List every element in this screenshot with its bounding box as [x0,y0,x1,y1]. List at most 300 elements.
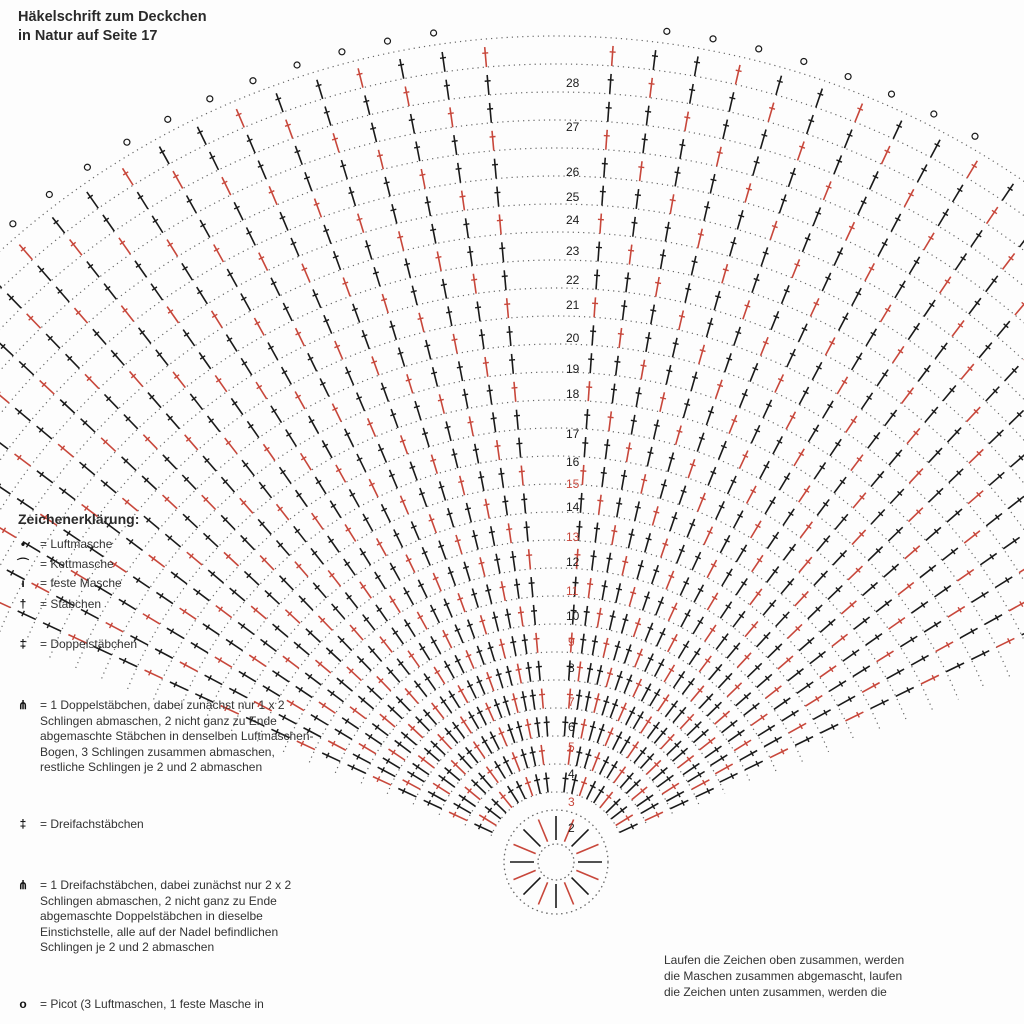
stitch-mark [744,703,760,715]
stitch-crossbar [681,490,687,492]
stitch-crossbar [475,307,481,308]
stitch-mark [799,638,814,651]
stitch-mark [661,539,668,558]
picot [124,139,130,145]
stitch-mark [909,257,919,274]
stitch-mark [453,449,458,468]
stitch-mark [865,263,874,281]
stitch-mark [383,758,400,768]
stitch-mark [451,760,465,774]
slip-stitch-icon: ⌒ [16,557,29,571]
stitch-crossbar [690,464,696,466]
stitch-mark [369,479,378,497]
stitch-mark [877,370,888,387]
stitch-mark [1015,300,1024,315]
stitch-mark [431,605,440,623]
stitch-crossbar [635,623,641,625]
stitch-mark [614,767,626,783]
stitch-crossbar [431,372,437,373]
stitch-mark [891,214,900,232]
stitch-mark [337,678,352,691]
picot [664,28,670,34]
stitch-mark [221,477,234,492]
stitch-mark [832,634,848,646]
stitch-crossbar [729,97,735,98]
stitch-mark [349,489,359,506]
stitch-mark [123,168,134,185]
stitch-crossbar [516,443,522,444]
stitch-mark [814,571,828,586]
stitch-mark [788,624,802,638]
stitch-crossbar [357,73,363,74]
stitch-mark [989,472,1004,485]
stitch-crossbar [604,445,610,446]
stitch-mark [771,311,778,330]
stitch-mark [691,256,695,275]
stitch-crossbar [384,182,390,183]
stitch-mark [104,284,116,300]
stitch-mark [413,763,429,774]
stitch-crossbar [390,414,396,416]
chain-arc [0,92,1024,574]
stitch-mark [743,300,750,319]
stitch-mark [707,702,721,716]
stitch-mark [183,330,194,346]
stitch-crossbar [468,422,474,423]
round-number: 3 [568,795,575,809]
stitch-mark [443,279,447,299]
stitch-mark [624,675,631,694]
stitch-crossbar [708,411,714,413]
double-crochet-icon: † [19,597,27,611]
stitch-mark [183,514,198,528]
stitch-mark [485,807,501,819]
stitch-mark [666,701,678,717]
stitch-mark [487,672,494,691]
stitch-mark [283,303,292,321]
stitch-mark [767,644,781,658]
stitch-mark [607,761,617,778]
note-line-1: Laufen die Zeichen oben zusammen, werden [664,953,905,967]
centre-stitch [576,844,598,853]
stitch-mark [668,453,674,472]
stitch-mark [203,456,216,471]
stitch-crossbar [525,782,531,784]
stitch-mark [401,435,408,454]
stitch-mark [665,222,668,242]
stitch-mark [934,586,950,597]
stitch-crossbar [611,389,617,390]
stitch-crossbar [448,113,454,114]
stitch-mark [0,274,2,288]
stitch-mark [458,754,471,769]
stitch-mark [917,164,926,182]
stitch-mark [722,569,732,586]
stitch-crossbar [324,111,330,113]
stitch-crossbar [715,296,721,298]
stitch-crossbar [746,188,752,190]
stitch-mark [895,281,905,298]
stitch-mark [350,625,363,640]
stitch-mark [534,605,536,625]
stitch-mark [654,420,658,439]
stitch-mark [417,612,427,629]
stitch-crossbar [597,500,603,501]
stitch-mark [646,760,660,774]
stitch-crossbar [818,93,824,95]
stitch-mark [411,521,419,539]
stitch-mark [868,432,880,448]
stitch-mark [315,477,326,494]
cluster-treble-icon: ⋔ [17,698,29,712]
stitch-mark [167,240,178,257]
stitch-mark [997,321,1010,336]
stitch-mark [512,551,515,571]
stitch-crossbar [580,639,586,640]
stitch-mark [653,50,655,70]
stitch-mark [924,300,935,317]
stitch-mark [600,214,601,234]
stitch-crossbar [799,146,805,148]
stitch-mark [490,103,492,123]
stitch-mark [143,435,157,449]
stitch-mark [705,746,721,757]
stitch-crossbar [607,558,613,559]
stitch-mark [345,429,354,447]
stitch-mark [15,408,30,421]
stitch-crossbar [711,179,717,180]
stitch-mark [173,372,185,388]
stitch-mark [961,364,974,379]
stitch-mark [862,683,879,693]
stitch-crossbar [499,644,505,645]
stitch-mark [767,567,779,583]
stitch-mark [167,307,178,323]
stitch-mark [70,239,82,255]
stitch-mark [679,311,683,330]
stitch-mark [66,354,80,368]
stitch-mark [1010,454,1024,467]
stitch-mark [852,288,861,306]
stitch-mark [987,207,998,224]
stitch-crossbar [457,598,463,600]
stitch-mark [454,135,457,155]
stitch-mark [795,737,813,746]
stitch-mark [925,407,938,422]
stitch-mark [943,386,956,401]
stitch-mark [682,678,694,694]
stitch-mark [242,460,254,476]
stitch-crossbar [479,335,485,336]
stitch-crossbar [332,138,338,140]
stitch-mark [247,227,256,245]
stitch-mark [787,349,795,367]
stitch-mark [374,267,380,286]
stitch-mark [273,624,288,637]
stitch-mark [163,455,177,469]
stitch-mark [788,168,795,187]
stitch-mark [148,393,161,408]
stitch-mark [592,325,593,345]
stitch-mark [455,625,463,643]
stitch-mark [898,582,914,594]
stitch-mark [733,511,742,529]
stitch-mark [144,516,159,529]
stitch-mark [499,792,512,808]
stitch-crossbar [672,517,678,519]
stitch-crossbar [514,584,520,585]
stitch-mark [170,682,188,690]
stitch-mark [348,765,366,773]
stitch-mark [537,717,540,737]
stitch-mark [616,583,620,602]
stitch-mark [458,163,461,183]
stitch-mark [871,700,889,709]
stitch-mark [800,522,812,538]
stitch-mark [823,181,830,200]
stitch-mark [378,767,396,776]
stitch-mark [661,734,675,749]
stitch-crossbar [398,352,404,354]
stitch-mark [813,207,820,226]
stitch-crossbar [472,535,478,536]
round-number: 24 [566,213,580,227]
stitch-mark [459,795,475,806]
stitch-mark [46,334,60,348]
chain-arc [283,568,828,752]
stitch-mark [0,483,10,494]
stitch-mark [636,387,639,407]
stitch-crossbar [653,570,659,572]
stitch-mark [752,274,759,293]
stitch-crossbar [490,137,496,138]
stitch-mark [400,496,408,514]
stitch-mark [816,89,823,108]
stitch-crossbar [447,513,453,515]
stitch-crossbar [685,288,691,289]
stitch-mark [480,471,484,491]
stitch-crossbar [429,519,435,521]
legend-item-cluster-treble: ⋔ = 1 Doppelstäbchen, dabei zunächst nur 1 x 2 Schlingen abmaschen, 2 nicht ganz zu Ende abgemaschte Stäbchen in denselben Luftmaschen-Bogen, 3 Schlingen zusammen abmaschen, restliche Schlingen je 2 und 2 abmaschen [17,698,314,774]
stitch-mark [137,192,148,209]
stitch-mark [760,461,769,479]
stitch-mark [469,416,473,436]
stitch-crossbar [626,448,632,449]
stitch-mark [651,305,654,325]
stitch-mark [589,721,594,740]
stitch-mark [249,655,266,666]
stitch-crossbar [526,555,532,556]
stitch-mark [56,287,69,302]
centre-stitch [514,844,536,853]
stitch-mark [166,414,179,429]
stitch-mark [280,212,288,230]
stitch-mark [546,773,548,793]
stitch-crossbar [625,278,631,279]
stitch-mark [412,286,417,305]
stitch-mark [654,728,667,743]
stitch-mark [620,736,630,753]
picot [710,36,716,42]
stitch-crossbar [646,538,652,540]
stitch-mark [812,362,821,380]
stitch-crossbar [471,593,477,595]
stitch-mark [680,714,694,729]
stitch-mark [499,728,507,746]
stitch-mark [332,404,341,422]
stitch-mark [592,752,599,771]
stitch-mark [911,655,928,665]
stitch-mark [241,293,251,310]
stitch-mark [283,656,299,668]
stitch-crossbar [438,399,444,400]
stitch-mark [681,609,690,627]
stitch-mark [357,393,365,411]
stitch-crossbar [652,56,658,57]
stitch-crossbar [304,177,310,179]
stitch-crossbar [411,291,417,292]
stitch-mark [689,648,700,665]
stitch-mark [666,571,673,590]
stitch-mark [969,449,983,463]
stitch-mark [727,643,740,658]
picot [801,58,807,64]
stitch-mark [952,321,964,337]
stitch-mark [657,775,673,787]
stitch-mark [410,462,417,481]
stitch-mark [737,210,743,229]
stitch-mark [938,209,948,226]
stitch-mark [887,669,904,679]
stitch-crossbar [603,701,609,703]
stitch-mark [469,246,472,266]
stitch-mark [716,634,728,650]
stitch-crossbar [391,209,397,210]
stitch-mark [710,174,714,193]
stitch-mark [343,278,350,297]
stitch-mark [986,387,1000,402]
stitch-mark [605,439,607,459]
stitch-mark [536,774,540,793]
stitch-mark [766,686,782,698]
stitch-mark [846,222,854,240]
stitch-mark [647,447,651,466]
stitch-mark [318,616,332,630]
stitch-mark [336,465,346,482]
picot [384,38,390,44]
stitch-crossbar [648,452,654,453]
stitch-mark [652,565,659,584]
chain-arc [387,680,724,794]
stitch-mark [971,230,982,247]
stitch-crossbar [665,227,671,228]
stitch-mark [254,318,264,335]
stitch-mark [541,745,544,765]
stitch-mark [676,426,682,445]
stitch-mark [691,686,704,701]
stitch-mark [473,274,476,294]
stitch-mark [182,263,193,280]
stitch-mark [637,795,653,806]
stitch-mark [473,742,484,758]
starting-ring [504,810,608,914]
legend-item-double: † = Stäbchen [18,597,318,613]
stitch-mark [592,550,594,570]
stitch-crossbar [533,639,539,640]
stitch-mark [855,104,862,123]
stitch-crossbar [630,592,636,594]
stitch-mark [924,233,934,250]
stitch-mark [624,645,631,664]
stitch-mark [388,705,403,719]
stitch-mark [884,564,899,577]
stitch-mark [664,665,674,682]
picot [250,78,256,84]
stitch-mark [531,747,535,767]
stitch-mark [74,308,87,323]
stitch-mark [276,504,288,520]
stitch-mark [773,436,782,454]
note-line-3: die Zeichen unten zusammen, werden die [664,985,887,999]
legend-title: Zeichenerklärung: [18,511,140,527]
stitch-crossbar [457,367,463,368]
stitch-crossbar [631,420,637,421]
stitch-mark [509,326,511,346]
stitch-mark [776,76,782,95]
stitch-mark [414,681,426,697]
stitch-mark [432,703,444,719]
stitch-mark [477,707,486,725]
stitch-mark [390,596,401,613]
stitch-mark [291,238,299,256]
stitch-mark [434,667,445,684]
stitch-crossbar [717,384,723,386]
double-treble-icon: ‡ [19,817,27,831]
stitch-crossbar [684,404,690,406]
stitch-mark [423,710,436,725]
legend-item-cluster-double-treble: ⋔ = 1 Dreifachstäbchen, dabei zunächst nur 2 x 2 Schlingen abmaschen, 2 nicht ganz zu Ende abgemaschte Doppelstäbchen in dieselbe Einstichstelle, alle auf der Nadel befindlichen Schlingen je 2 und 2 abmaschen [17,878,292,954]
stitch-mark [101,438,116,452]
stitch-mark [492,131,494,151]
stitch-mark [853,666,870,677]
stitch-mark [578,662,580,682]
stitch-mark [93,329,106,344]
stitch-crossbar [654,425,660,426]
stitch-crossbar [400,440,406,442]
stitch-mark [673,338,677,357]
chain-arc [257,540,854,741]
stitch-mark [810,298,818,316]
stitch-mark [495,699,502,718]
stitch-mark [633,711,643,728]
stitch-mark [929,488,943,502]
stitch-mark [526,777,533,796]
stitch-mark [604,158,605,178]
round-number: 23 [566,244,580,258]
stitch-mark [395,740,411,752]
stitch-crossbar [518,612,524,613]
stitch-mark [202,495,216,509]
stitch-crossbar [677,431,683,433]
stitch-mark [0,342,13,356]
stitch-mark [652,506,658,525]
stitch-mark [839,313,848,331]
stitch-mark [408,724,423,738]
stitch-mark [740,750,757,760]
stitch-mark [608,102,609,122]
stitch-mark [308,353,317,371]
centre-ring [538,844,574,880]
